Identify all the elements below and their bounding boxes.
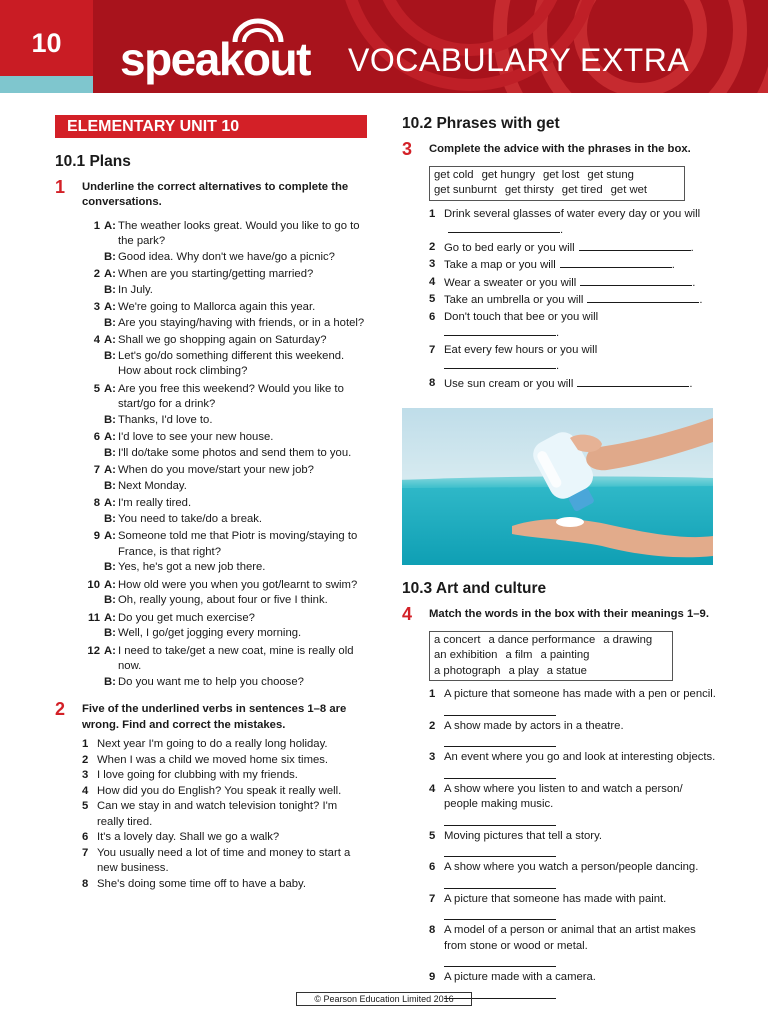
exercise-1-header <box>55 178 367 211</box>
dialogue-text: When are you starting/getting married? <box>118 268 314 280</box>
answer-blank[interactable] <box>444 954 556 967</box>
list-item <box>82 784 367 800</box>
dialogue-text: Someone told me that Piotr is moving/staying to France, is that right? <box>118 530 358 558</box>
dialogue-line-b <box>82 675 367 691</box>
item-end-punct: . <box>690 241 694 254</box>
word-box-phrase: get lost <box>542 168 580 181</box>
item-number: 2 <box>429 240 436 253</box>
item-number: 7 <box>82 846 89 859</box>
dialogue-line-b <box>82 250 367 266</box>
item-end-punct: . <box>692 276 696 289</box>
speaker-label: B: <box>104 561 116 573</box>
speaker-label: A: <box>104 644 116 657</box>
speaker-label: B: <box>104 413 116 426</box>
word-box-line <box>434 168 680 184</box>
item-number: 3 <box>429 258 436 270</box>
item-number: 3 <box>82 769 89 781</box>
item-text: A picture made with a camera. <box>444 971 596 983</box>
item-number: 4 <box>93 334 100 346</box>
speaker-label: B: <box>104 250 116 263</box>
word-box-word: a statue <box>546 664 587 677</box>
item-number: 8 <box>82 877 89 890</box>
list-item <box>429 829 718 860</box>
answer-blank[interactable] <box>580 275 692 286</box>
dialogue-line-b <box>82 446 367 462</box>
item-text: An event where you go and look at interesting objects. <box>444 751 716 763</box>
item-end-punct: . <box>699 294 703 306</box>
item-text: It's a lovely day. Shall we go a walk? <box>97 831 280 843</box>
speaker-label: A: <box>104 301 116 313</box>
dialogue-text: Are you staying/having with friends, or in a hotel? <box>118 316 365 329</box>
item-text: A show made by actors in a theatre. <box>444 719 624 732</box>
item-text <box>444 275 718 292</box>
exercise-instruction: Match the words in the box with their meanings 1–9. <box>429 607 709 620</box>
word-box-get-phrases <box>429 166 685 201</box>
speaker-label: B: <box>104 283 116 296</box>
exercise-4-items <box>402 687 718 1001</box>
dialogue-text: You need to take/do a break. <box>118 512 263 525</box>
exercise-2-header <box>55 700 367 733</box>
item-number: 6 <box>82 831 89 843</box>
answer-blank[interactable] <box>560 257 672 268</box>
item-sentence: Wear a sweater or you will <box>444 276 577 289</box>
unit-number-box <box>0 0 93 76</box>
item-text: A picture that someone has made with paint. <box>444 892 667 905</box>
item-text: How did you do English? You speak it really well. <box>97 784 342 797</box>
word-box-word: a concert <box>434 633 481 646</box>
list-item <box>82 846 367 877</box>
answer-blank[interactable] <box>444 844 556 857</box>
dialogue-text: Well, I go/get jogging every morning. <box>118 627 302 639</box>
dialogue-line-a <box>82 578 367 594</box>
dialogue-line-a <box>82 611 367 627</box>
item-sentence: Take a map or you will <box>444 259 556 271</box>
item-text <box>444 343 718 375</box>
dialogue-line-b <box>82 512 367 528</box>
section-title-phrases-with-get: 10.2 Phrases with get <box>402 115 560 132</box>
word-box-phrase: get wet <box>610 184 648 196</box>
item-number: 5 <box>429 829 436 842</box>
word-box-phrase: get tired <box>561 184 603 196</box>
answer-blank[interactable] <box>444 907 556 920</box>
item-end-punct: . <box>671 259 675 271</box>
dialogue-line-a <box>82 644 367 675</box>
item-number: 1 <box>429 207 436 220</box>
item-body <box>444 782 718 828</box>
sun-cream-image <box>402 408 713 565</box>
answer-blank[interactable] <box>444 325 556 336</box>
word-box-word: an exhibition <box>434 649 498 661</box>
dialogue-text: Shall we go shopping again on Saturday? <box>118 334 327 346</box>
word-box-line <box>434 183 680 199</box>
speaker-label: A: <box>104 334 116 346</box>
item-number: 1 <box>82 738 89 750</box>
answer-blank[interactable] <box>444 703 556 716</box>
item-number: 9 <box>429 971 436 983</box>
item-sentence: Drink several glasses of water every day or you will <box>444 207 701 220</box>
item-text: A picture that someone has made with a pen or pencil. <box>444 688 716 700</box>
word-box-line <box>434 664 668 680</box>
dialogue-text: Yes, he's got a new job there. <box>118 561 266 573</box>
item-body <box>444 829 718 860</box>
exercise-instruction: Five of the underlined verbs in sentences 1–8 are wrong. Find and correct the mistakes. <box>82 703 347 731</box>
word-box-word: a film <box>505 649 533 661</box>
dialogue-line-a <box>82 267 367 283</box>
speaker-label: A: <box>104 431 116 443</box>
list-item <box>429 376 718 393</box>
item-number: 8 <box>429 924 436 936</box>
list-item <box>429 292 718 309</box>
item-number: 8 <box>93 497 100 509</box>
list-item <box>429 240 718 257</box>
exercise-number: 4 <box>402 603 413 624</box>
item-end-punct: . <box>560 224 564 236</box>
item-number: 10 <box>87 578 100 591</box>
list-item <box>82 768 367 784</box>
item-number: 9 <box>93 530 100 542</box>
item-number: 1 <box>429 688 436 700</box>
header-title: VOCABULARY EXTRA <box>348 42 690 78</box>
dialogue-line-a <box>82 382 367 413</box>
list-item <box>429 970 718 1001</box>
word-box-word: a dance performance <box>488 633 596 646</box>
list-item <box>429 750 718 781</box>
item-body <box>444 750 718 781</box>
answer-blank[interactable] <box>444 766 556 779</box>
copyright-footer: © Pearson Education Limited 2016 <box>296 992 472 1006</box>
dialogue-line-b <box>82 560 367 576</box>
list-item <box>82 830 367 846</box>
speaker-label: A: <box>104 578 116 591</box>
speaker-label: A: <box>104 530 116 542</box>
exercise-number: 1 <box>55 176 66 197</box>
speaker-label: B: <box>104 446 116 459</box>
item-text <box>444 310 718 342</box>
list-item <box>429 719 718 750</box>
item-body <box>444 687 718 718</box>
dialogue-line-a <box>82 333 367 349</box>
speaker-label: B: <box>104 349 116 362</box>
item-end-punct: . <box>689 377 693 390</box>
speaker-label: B: <box>104 675 116 688</box>
item-text <box>444 240 718 257</box>
list-item <box>82 753 367 769</box>
item-text <box>444 292 718 309</box>
speaker-label: B: <box>104 594 116 606</box>
item-sentence: Use sun cream or you will <box>444 377 574 390</box>
exercise-number: 3 <box>402 138 413 159</box>
item-number: 4 <box>82 784 89 797</box>
item-sentence: Don't touch that bee or you will <box>444 310 599 323</box>
word-box-phrase: get sunburnt <box>434 184 497 196</box>
item-number: 7 <box>93 464 100 476</box>
list-item <box>429 923 718 969</box>
list-item <box>429 343 718 375</box>
dialogue-line-b <box>82 316 367 332</box>
answer-blank[interactable] <box>448 222 560 233</box>
word-box-phrase: get cold <box>434 168 474 181</box>
item-number: 7 <box>429 343 436 356</box>
exercise-instruction: Underline the correct alternatives to complete the conversations. <box>82 180 349 208</box>
dialogue-line-a <box>82 496 367 512</box>
list-item <box>429 860 718 891</box>
word-box-line <box>434 648 668 664</box>
speaker-label: A: <box>104 497 116 509</box>
dialogue-text: When do you move/start your new job? <box>118 464 314 476</box>
answer-blank[interactable] <box>444 358 556 369</box>
item-text <box>444 207 718 239</box>
unit-banner: ELEMENTARY UNIT 10 <box>55 115 367 138</box>
item-number: 5 <box>429 293 436 305</box>
dialogue-line-b <box>82 479 367 495</box>
word-box-word: a painting <box>540 649 590 661</box>
word-box-art-words <box>429 631 673 682</box>
dialogue-line-b <box>82 593 367 609</box>
answer-blank[interactable] <box>444 813 556 826</box>
section-title-art-and-culture: 10.3 Art and culture <box>402 580 547 597</box>
item-text: She's doing some time off to have a baby. <box>97 877 306 890</box>
item-body <box>444 719 718 750</box>
dialogue-text: Good idea. Why don't we have/go a picnic? <box>118 250 335 263</box>
list-item <box>429 275 718 292</box>
answer-blank[interactable] <box>444 876 556 889</box>
item-number: 12 <box>87 644 100 657</box>
dialogue-text: Oh, really young, about four or five I think. <box>118 594 328 606</box>
dialogue-text: Let's go/do something different this weekend. How about rock climbing? <box>118 349 345 377</box>
dialogue-text: I'm really tired. <box>118 497 192 509</box>
left-column <box>55 108 367 892</box>
item-text: Next year I'm going to do a really long holiday. <box>97 738 328 750</box>
word-box-line <box>434 633 668 649</box>
item-text <box>444 376 718 393</box>
item-number: 5 <box>93 382 100 395</box>
speaker-label: A: <box>104 219 116 232</box>
item-text: A model of a person or animal that an artist makes from stone or wood or metal. <box>444 924 696 952</box>
dialogue-line-b <box>82 283 367 299</box>
item-text <box>444 257 718 274</box>
item-text: You usually need a lot of time and money to start a new business. <box>97 846 351 874</box>
list-item <box>82 737 367 753</box>
list-item <box>429 782 718 828</box>
item-number: 6 <box>429 861 436 873</box>
unit-number: 10 <box>31 28 62 58</box>
item-number: 6 <box>429 310 436 323</box>
item-text: Can we stay in and watch television tonight? I'm really tired. <box>97 800 338 828</box>
dialogue-line-a <box>82 300 367 316</box>
dialogue-text: Are you free this weekend? Would you like to start/go for a drink? <box>118 382 344 410</box>
speaker-label: A: <box>104 464 116 476</box>
speaker-label: B: <box>104 316 116 329</box>
exercise-1-dialogues <box>82 219 367 691</box>
dialogue-text: I'd love to see your new house. <box>118 431 274 443</box>
list-item <box>429 310 718 342</box>
dialogue-text: I need to take/get a new coat, mine is really old now. <box>118 644 354 672</box>
dialogue-text: In July. <box>118 283 153 296</box>
section-title-plans: 10.1 Plans <box>55 153 131 170</box>
list-item <box>429 892 718 923</box>
word-box-word: a drawing <box>603 633 653 646</box>
exercise-2-items <box>55 737 367 892</box>
dialogue-line-a <box>82 430 367 446</box>
item-number: 8 <box>429 376 436 389</box>
sun-cream-photo <box>402 408 713 565</box>
dialogue-text: The weather looks great. Would you like to go to the park? <box>118 219 360 247</box>
dialogue-line-a <box>82 529 367 560</box>
item-text: A show where you listen to and watch a person/ people making music. <box>444 782 683 810</box>
list-item <box>82 799 367 830</box>
item-number: 1 <box>93 219 100 232</box>
dialogue-line-b <box>82 413 367 429</box>
item-number: 7 <box>429 892 436 905</box>
speaker-label: B: <box>104 627 116 639</box>
dialogue-text: Do you get much exercise? <box>118 611 255 624</box>
list-item <box>82 877 367 893</box>
word-box-phrase: get thirsty <box>504 184 554 196</box>
exercise-4-header <box>402 605 718 623</box>
dialogue-line-b <box>82 349 367 380</box>
item-end-punct: . <box>556 327 560 339</box>
dialogue-line-a <box>82 463 367 479</box>
word-box-word: a play <box>508 664 539 677</box>
item-body <box>444 892 718 923</box>
dialogue-text: We're going to Mallorca again this year. <box>118 301 316 313</box>
item-text: When I was a child we moved home six times. <box>97 753 329 766</box>
list-item <box>429 207 718 239</box>
dialogue-line-b <box>82 626 367 642</box>
dialogue-text: Thanks, I'd love to. <box>118 413 213 426</box>
list-item <box>429 687 718 718</box>
speaker-label: A: <box>104 611 116 624</box>
right-column <box>402 108 718 1002</box>
item-number: 6 <box>93 431 100 443</box>
item-end-punct: . <box>556 360 560 372</box>
exercise-3-header <box>402 140 718 158</box>
exercise-instruction: Complete the advice with the phrases in the box. <box>429 142 691 155</box>
item-text: A show where you watch a person/people dancing. <box>444 861 699 873</box>
word-box-phrase: get hungry <box>481 168 535 181</box>
item-text: Moving pictures that tell a story. <box>444 829 603 842</box>
dialogue-line-a <box>82 219 367 250</box>
unit-strip <box>0 76 93 93</box>
item-number: 5 <box>82 800 89 812</box>
page-header <box>0 0 768 93</box>
dialogue-text: How old were you when you got/learnt to swim? <box>118 578 358 591</box>
word-box-phrase: get stung <box>587 168 634 181</box>
item-number: 2 <box>82 753 89 766</box>
answer-blank[interactable] <box>577 376 689 387</box>
speaker-label: B: <box>104 479 116 492</box>
brand-logo: speakout <box>120 33 310 85</box>
item-text: I love going for clubbing with my friends. <box>97 769 298 781</box>
speaker-label: A: <box>104 382 116 395</box>
item-number: 2 <box>93 268 100 280</box>
answer-blank[interactable] <box>444 734 556 747</box>
item-sentence: Eat every few hours or you will <box>444 343 598 356</box>
answer-blank[interactable] <box>579 240 691 251</box>
item-number: 3 <box>429 751 436 763</box>
exercise-3-items <box>402 207 718 393</box>
dialogue-text: Do you want me to help you choose? <box>118 675 304 688</box>
exercise-number: 2 <box>55 699 66 719</box>
item-number: 4 <box>429 782 436 795</box>
item-number: 4 <box>429 275 436 288</box>
speaker-label: A: <box>104 268 116 280</box>
item-number: 2 <box>429 719 436 732</box>
item-number: 3 <box>93 301 100 313</box>
item-body <box>444 860 718 891</box>
speaker-label: B: <box>104 512 116 525</box>
item-sentence: Take an umbrella or you will <box>444 294 584 306</box>
dialogue-text: Next Monday. <box>118 479 187 492</box>
item-body <box>444 970 718 1001</box>
item-number: 11 <box>88 611 100 624</box>
item-sentence: Go to bed early or you will <box>444 241 575 254</box>
dialogue-text: I'll do/take some photos and send them to you. <box>118 446 352 459</box>
answer-blank[interactable] <box>587 292 699 303</box>
item-body <box>444 923 718 969</box>
word-box-word: a photograph <box>434 664 501 677</box>
list-item <box>429 257 718 274</box>
